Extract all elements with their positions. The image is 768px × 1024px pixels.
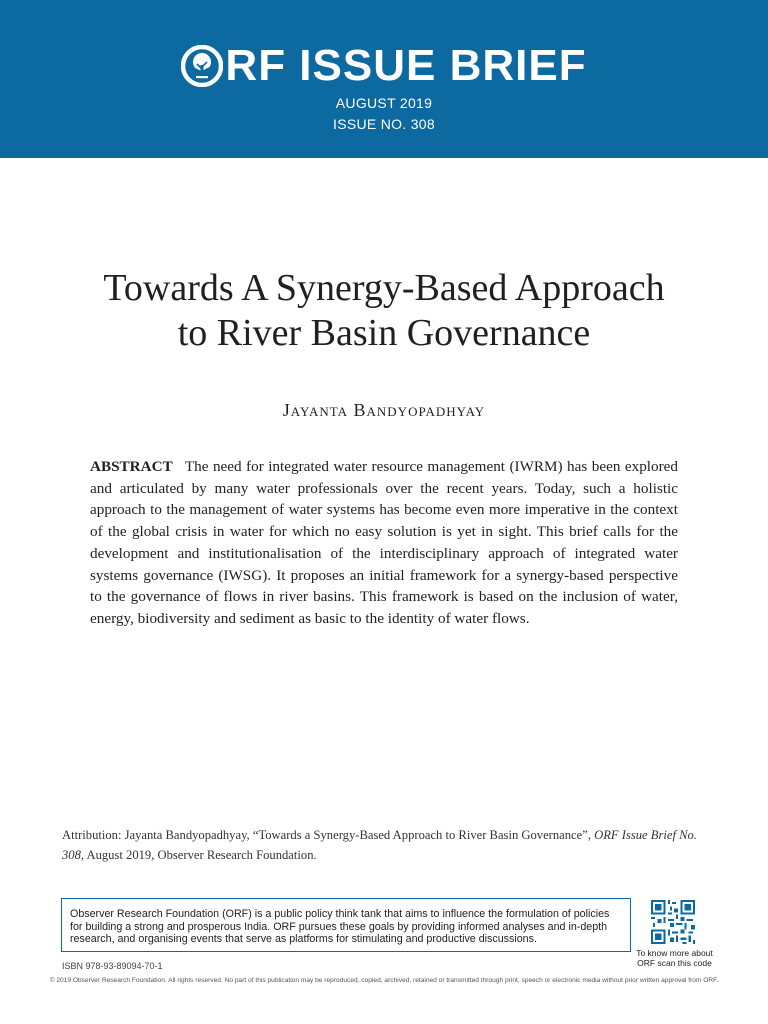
qr-caption-line-1: To know more about <box>636 948 713 958</box>
attribution-publication: ORF Issue Brief No. 308 <box>62 828 697 862</box>
title-line-2: to River Basin Governance <box>177 312 591 354</box>
author-name: Jayanta Bandyopadhyay <box>282 400 486 420</box>
header-banner <box>0 0 768 158</box>
attribution-suffix: , August 2019, Observer Research Foundation. <box>80 848 317 862</box>
title-line-1: Towards A Synergy-Based Approach <box>103 267 665 309</box>
attribution <box>62 825 722 865</box>
qr-caption <box>632 948 717 968</box>
orf-tree-logo-icon <box>181 45 223 87</box>
issue-date: AUGUST 2019 <box>335 95 433 111</box>
isbn: ISBN 978-93-89094-70-1 <box>62 961 163 971</box>
qr-caption-line-2: ORF scan this code <box>637 958 712 968</box>
issue-number: ISSUE NO. 308 <box>333 116 435 132</box>
abstract-label: ABSTRACT <box>90 458 173 475</box>
orf-description-box <box>61 898 631 952</box>
orf-description: Observer Research Foundation (ORF) is a public policy think tank that aims to influence the formulation of policies for building a strong and prosperous India. ORF pursues these goals by providing informed analyses and in-depth research, and organising events that serve as platforms for stimulating and productive discussions. <box>70 908 610 945</box>
attribution-prefix: Attribution: Jayanta Bandyopadhyay, “Towards a Synergy-Based Approach to River Basin Governance”, <box>62 828 595 842</box>
abstract-text: The need for integrated water resource management (IWRM) has been explored and articulated by many water professionals over the recent years. Today, such a holistic approach to the management of water systems has become even more imperative in the context of the global crisis in water for which no easy solution is yet in sight. This brief calls for the development and institutionalisation of the interdisciplinary approach of integrated water systems governance (IWSG). It proposes an initial framework for a synergy-based perspective to the governance of flows in river basins. This framework is based on the inclusion of water, energy, biodiversity and sediment as basic to the identity of water flows. <box>90 458 678 627</box>
orf-issue-brief-wordmark <box>0 38 768 94</box>
qr-code-icon[interactable] <box>651 900 695 944</box>
page-title <box>40 266 728 356</box>
copyright-notice: © 2019 Observer Research Foundation. All rights reserved. No part of this publication may be reproduced, copied, archived, retained or transmitted through print, speech or electronic media without prior written approval from ORF. <box>49 977 719 984</box>
abstract-paragraph <box>90 456 678 630</box>
brand-text: RF ISSUE BRIEF <box>225 41 587 90</box>
